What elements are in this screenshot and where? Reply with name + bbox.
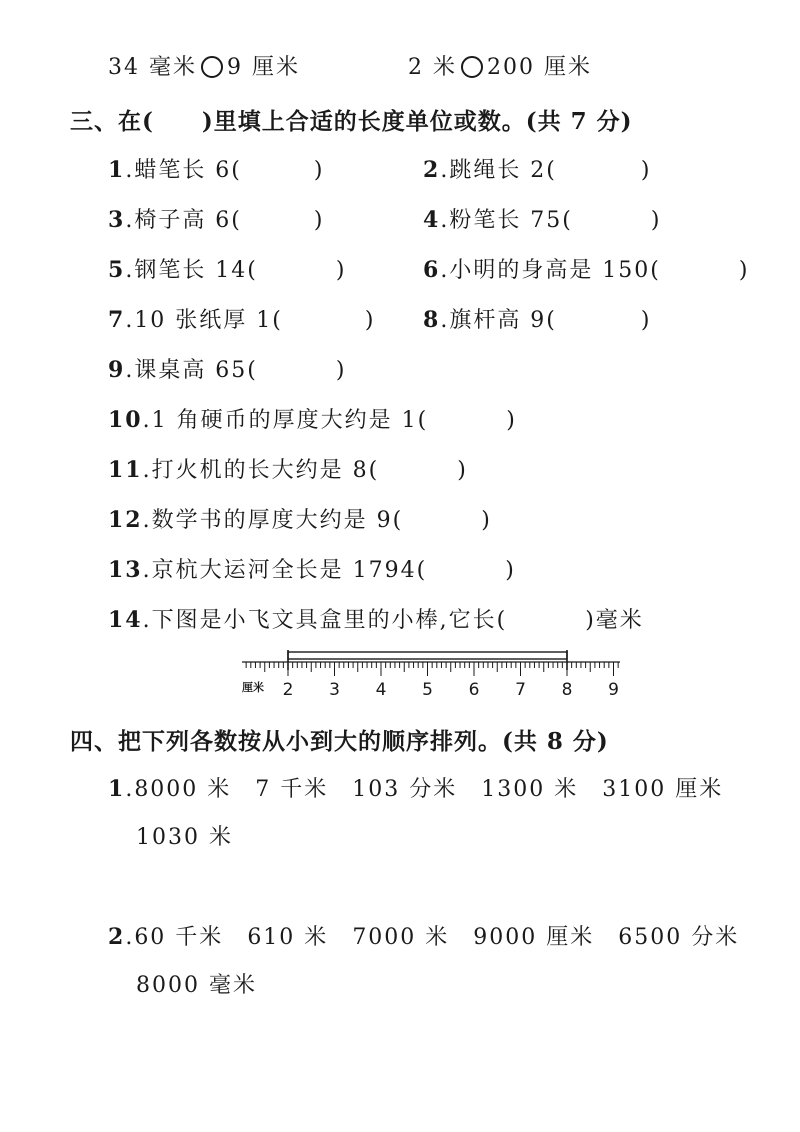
ruler-number: 4: [375, 680, 387, 700]
value-item: 8000 毫米: [136, 973, 257, 998]
question-number: 1: [108, 776, 126, 802]
ruler-number: 6: [468, 680, 480, 700]
item-number: 9: [108, 357, 126, 383]
item-number: 7: [108, 307, 126, 333]
section-3-title: 三、在( )里填上合适的长度单位或数。(共 7 分): [70, 108, 633, 135]
section-4-q1-row2: [136, 820, 233, 851]
close-paren: ): [640, 158, 652, 183]
item-text: 京杭大运河全长是 1794(: [151, 558, 428, 583]
value-item: 7000 米: [352, 925, 450, 950]
item-text: 椅子高 6(: [134, 208, 242, 233]
item-suffix: )毫米: [585, 608, 644, 633]
close-paren: ): [457, 458, 468, 483]
section-3-item-13: 13.京杭大运河全长是 1794( ): [108, 557, 516, 583]
section-3-item-1: 1.蜡笔长 6( ): [108, 157, 325, 183]
ruler-unit-label: 厘米: [242, 681, 264, 694]
compare-circle-1[interactable]: [201, 56, 223, 78]
item-number: 1: [108, 157, 126, 183]
ruler-number: 2: [282, 680, 294, 700]
section-4-q1-row1: 1.8000 米 7 千米 103 分米 1300 米 3100 厘米: [108, 776, 724, 802]
section-3-item-7: 7.10 张纸厚 1( ): [108, 307, 376, 333]
ruler: [242, 648, 622, 700]
item-number: 10: [108, 407, 143, 433]
comparison-2-right: 200 厘米: [487, 55, 592, 80]
close-paren: ): [650, 208, 662, 233]
section-3-item-11: 11.打火机的长大约是 8( ): [108, 457, 468, 483]
value-item: 8000 米: [134, 777, 232, 802]
item-text: 1 角硬币的厚度大约是 1(: [151, 408, 429, 433]
section-3-item-3: 3.椅子高 6( ): [108, 207, 325, 233]
section-3-item-12: 12.数学书的厚度大约是 9( ): [108, 507, 492, 533]
section-4-q2-row1: 2.60 千米 610 米 7000 米 9000 厘米 6500 分米: [108, 924, 740, 950]
compare-circle-2[interactable]: [461, 56, 483, 78]
section-3-item-5: 5.钢笔长 14( ): [108, 257, 347, 283]
value-item: 1300 米: [481, 777, 579, 802]
value-item: 60 千米: [134, 925, 224, 950]
item-number: 3: [108, 207, 126, 233]
stick: [288, 652, 567, 659]
item-text: 蜡笔长 6(: [134, 158, 242, 183]
section-3-item-6: 6.小明的身高是 150( ): [423, 257, 750, 283]
item-text: 钢笔长 14(: [134, 258, 258, 283]
value-item: 103 分米: [352, 777, 458, 802]
section-3-item-8: 8.旗杆高 9( ): [423, 307, 652, 333]
comparison-2-left: 2 米: [408, 55, 457, 80]
section-4-q2-row2: [136, 968, 257, 999]
value-item: 9000 厘米: [473, 925, 595, 950]
item-number: 11: [108, 457, 143, 483]
close-paren: ): [364, 308, 376, 333]
close-paren: ): [506, 408, 517, 433]
value-item: 7 千米: [255, 777, 329, 802]
item-text: 小明的身高是 150(: [449, 258, 661, 283]
close-paren: ): [640, 308, 652, 333]
close-paren: ): [335, 258, 347, 283]
section-3-item-2: 2.跳绳长 2( ): [423, 157, 652, 183]
ruler-number: 3: [329, 680, 340, 700]
close-paren: ): [481, 508, 492, 533]
section-3-item-14: 14.下图是小飞文具盒里的小棒,它长( )毫米: [108, 607, 644, 633]
item-text: 数学书的厚度大约是 9(: [151, 508, 404, 533]
item-number: 2: [423, 157, 441, 183]
close-paren: ): [313, 158, 325, 183]
item-text: 课桌高 65(: [134, 358, 258, 383]
item-number: 12: [108, 507, 143, 533]
item-number: 6: [423, 257, 441, 283]
item-number: 4: [423, 207, 441, 233]
ruler-graphic: [242, 648, 622, 700]
comparison-1-right: 9 厘米: [227, 55, 300, 80]
ruler-ticks: [246, 662, 618, 676]
ruler-number: 9: [608, 680, 619, 700]
close-paren: ): [313, 208, 325, 233]
ruler-number: 5: [422, 680, 433, 700]
section-3-item-9: 9.课桌高 65( ): [108, 357, 347, 383]
item-text: 下图是小飞文具盒里的小棒,它长(: [151, 608, 508, 633]
item-text: 旗杆高 9(: [449, 308, 557, 333]
item-text: 跳绳长 2(: [449, 158, 557, 183]
value-item: 1030 米: [136, 825, 233, 850]
question-number: 2: [108, 924, 126, 950]
item-number: 13: [108, 557, 143, 583]
section-3-item-10: 10.1 角硬币的厚度大约是 1( ): [108, 407, 517, 433]
item-number: 8: [423, 307, 441, 333]
comparison-2: [408, 50, 592, 81]
close-paren: ): [738, 258, 750, 283]
close-paren: ): [335, 358, 347, 383]
ruler-number: 8: [561, 680, 573, 700]
item-text: 10 张纸厚 1(: [134, 308, 283, 333]
item-number: 5: [108, 257, 126, 283]
section-4-title: 四、把下列各数按从小到大的顺序排列。(共 8 分): [70, 728, 609, 755]
item-text: 粉笔长 75(: [449, 208, 573, 233]
value-item: 3100 厘米: [602, 777, 724, 802]
value-item: 610 米: [247, 925, 329, 950]
ruler-numbers: [283, 680, 619, 700]
close-paren: ): [505, 558, 516, 583]
ruler-number: 7: [515, 680, 526, 700]
value-item: 6500 分米: [618, 925, 740, 950]
comparison-1-left: 34 毫米: [108, 55, 197, 80]
item-text: 打火机的长大约是 8(: [151, 458, 380, 483]
section-3-item-4: 4.粉笔长 75( ): [423, 207, 662, 233]
item-number: 14: [108, 607, 143, 633]
comparison-1: [108, 50, 300, 81]
